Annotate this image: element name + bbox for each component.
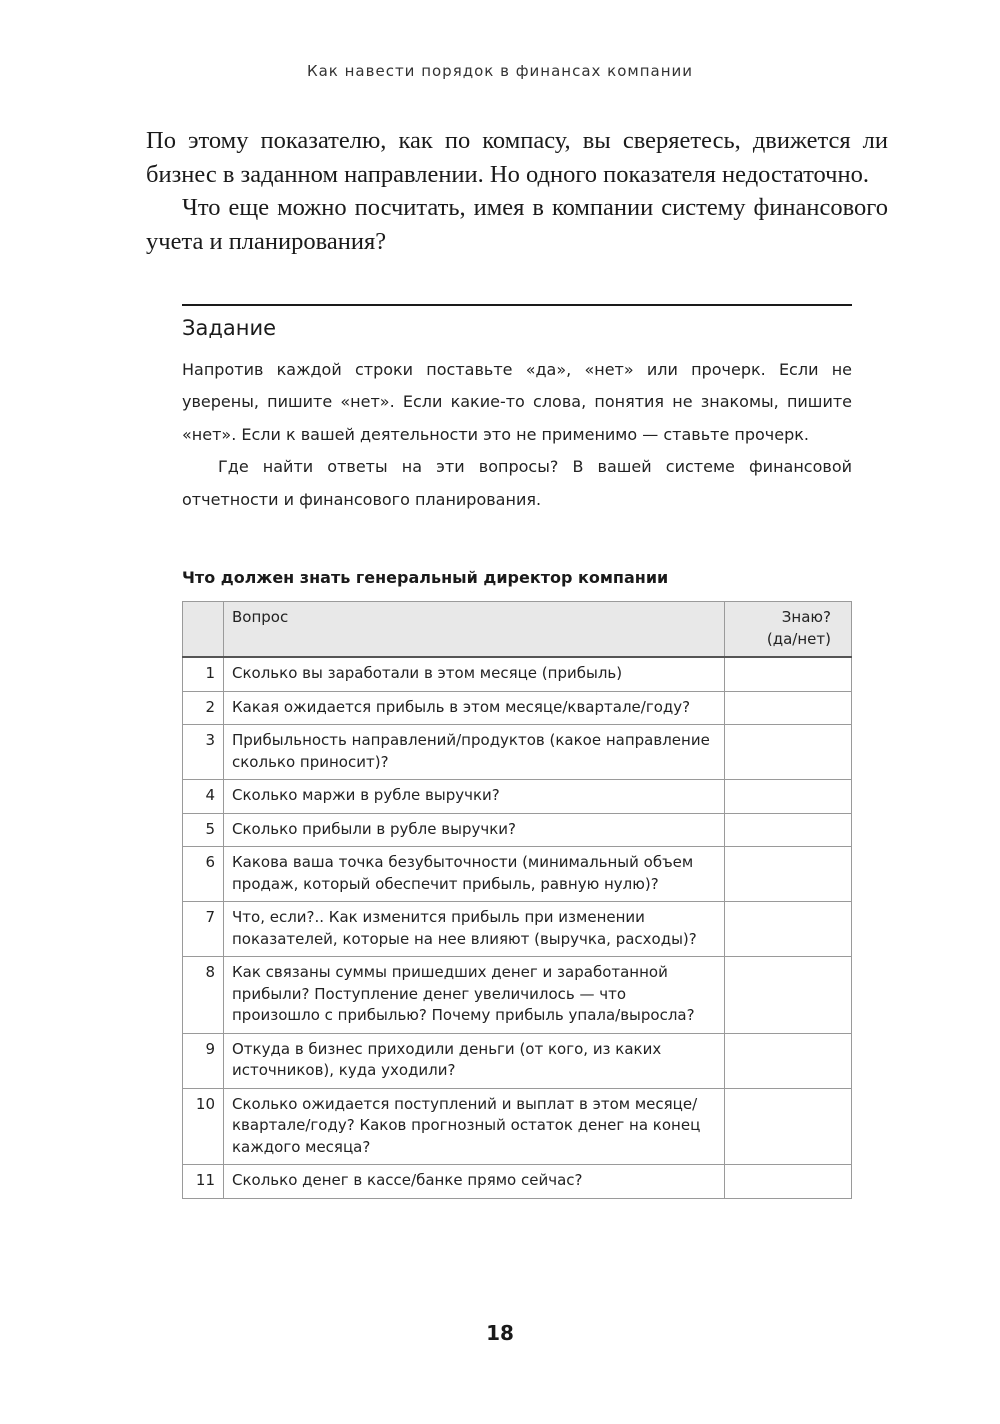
table-row bbox=[183, 1088, 852, 1165]
row-answer-cell[interactable] bbox=[725, 902, 852, 957]
table-row bbox=[183, 1165, 852, 1199]
row-number: 2 bbox=[183, 691, 224, 725]
row-answer-cell[interactable] bbox=[725, 725, 852, 780]
header-know: Знаю? (да/нет) bbox=[725, 602, 852, 658]
row-answer-cell[interactable] bbox=[725, 1033, 852, 1088]
table-row bbox=[183, 902, 852, 957]
intro-paragraph-1: По этому показателю, как по компасу, вы сверяетесь, движется ли бизнес в заданном направлении. Но одного показателя недостаточно. bbox=[146, 127, 888, 188]
table-row bbox=[183, 813, 852, 847]
task-divider bbox=[182, 304, 852, 306]
row-number: 4 bbox=[183, 780, 224, 814]
row-question: Сколько ожидается поступлений и выплат в этом месяце/квартале/году? Каков прогнозный остаток денег на конец каждого месяца? bbox=[224, 1088, 725, 1165]
row-number: 10 bbox=[183, 1088, 224, 1165]
task-paragraph-2: Где найти ответы на эти вопросы? В вашей системе финансовой отчетности и финансового планирования. bbox=[182, 457, 852, 509]
header-number bbox=[183, 602, 224, 658]
intro-paragraph-2: Что еще можно посчитать, имея в компании систему финансового учета и планирования? bbox=[146, 194, 888, 255]
row-question: Какая ожидается прибыль в этом месяце/квартале/году? bbox=[224, 691, 725, 725]
page-number: 18 bbox=[486, 1321, 514, 1345]
questions-table bbox=[182, 601, 852, 1199]
task-paragraph-1: Напротив каждой строки поставьте «да», «нет» или прочерк. Если не уверены, пишите «нет». Если какие-то слова, понятия не знакомы, пишите «нет». Если к вашей деятельности это не применимо — ставьте прочерк. bbox=[182, 360, 852, 444]
row-question: Сколько прибыли в рубле выручки? bbox=[224, 813, 725, 847]
row-question: Откуда в бизнес приходили деньги (от кого, из каких источников), куда уходили? bbox=[224, 1033, 725, 1088]
row-question: Сколько вы заработали в этом месяце (прибыль) bbox=[224, 657, 725, 691]
row-number: 1 bbox=[183, 657, 224, 691]
table-row bbox=[183, 847, 852, 902]
table-caption: Что должен знать генеральный директор компании bbox=[182, 568, 669, 587]
row-question: Что, если?.. Как изменится прибыль при изменении показателей, которые на нее влияют (выручка, расходы)? bbox=[224, 902, 725, 957]
row-answer-cell[interactable] bbox=[725, 847, 852, 902]
row-question: Сколько маржи в рубле выручки? bbox=[224, 780, 725, 814]
row-answer-cell[interactable] bbox=[725, 957, 852, 1034]
row-question: Как связаны суммы пришедших денег и заработанной прибыли? Поступление денег увеличилось — что произошло с прибылью? Почему прибыль упала/выросла? bbox=[224, 957, 725, 1034]
task-body bbox=[182, 354, 852, 516]
row-number: 5 bbox=[183, 813, 224, 847]
row-answer-cell[interactable] bbox=[725, 780, 852, 814]
row-answer-cell[interactable] bbox=[725, 813, 852, 847]
header-question: Вопрос bbox=[224, 602, 725, 658]
intro-text bbox=[146, 124, 888, 258]
table-body bbox=[183, 657, 852, 1198]
row-number: 11 bbox=[183, 1165, 224, 1199]
row-number: 6 bbox=[183, 847, 224, 902]
row-answer-cell[interactable] bbox=[725, 657, 852, 691]
row-question: Прибыльность направлений/продуктов (какое направление сколько приносит)? bbox=[224, 725, 725, 780]
table-row bbox=[183, 691, 852, 725]
row-number: 3 bbox=[183, 725, 224, 780]
table-row bbox=[183, 725, 852, 780]
row-answer-cell[interactable] bbox=[725, 1165, 852, 1199]
table-row bbox=[183, 780, 852, 814]
row-question: Какова ваша точка безубыточности (минимальный объем продаж, который обеспечит прибыль, равную нулю)? bbox=[224, 847, 725, 902]
row-number: 8 bbox=[183, 957, 224, 1034]
running-header: Как навести порядок в финансах компании bbox=[306, 62, 694, 80]
row-answer-cell[interactable] bbox=[725, 1088, 852, 1165]
table-row bbox=[183, 657, 852, 691]
table-header-row bbox=[183, 602, 852, 658]
task-title: Задание bbox=[182, 316, 277, 340]
row-number: 7 bbox=[183, 902, 224, 957]
row-answer-cell[interactable] bbox=[725, 691, 852, 725]
table-row bbox=[183, 957, 852, 1034]
row-number: 9 bbox=[183, 1033, 224, 1088]
table-row bbox=[183, 1033, 852, 1088]
row-question: Сколько денег в кассе/банке прямо сейчас? bbox=[224, 1165, 725, 1199]
